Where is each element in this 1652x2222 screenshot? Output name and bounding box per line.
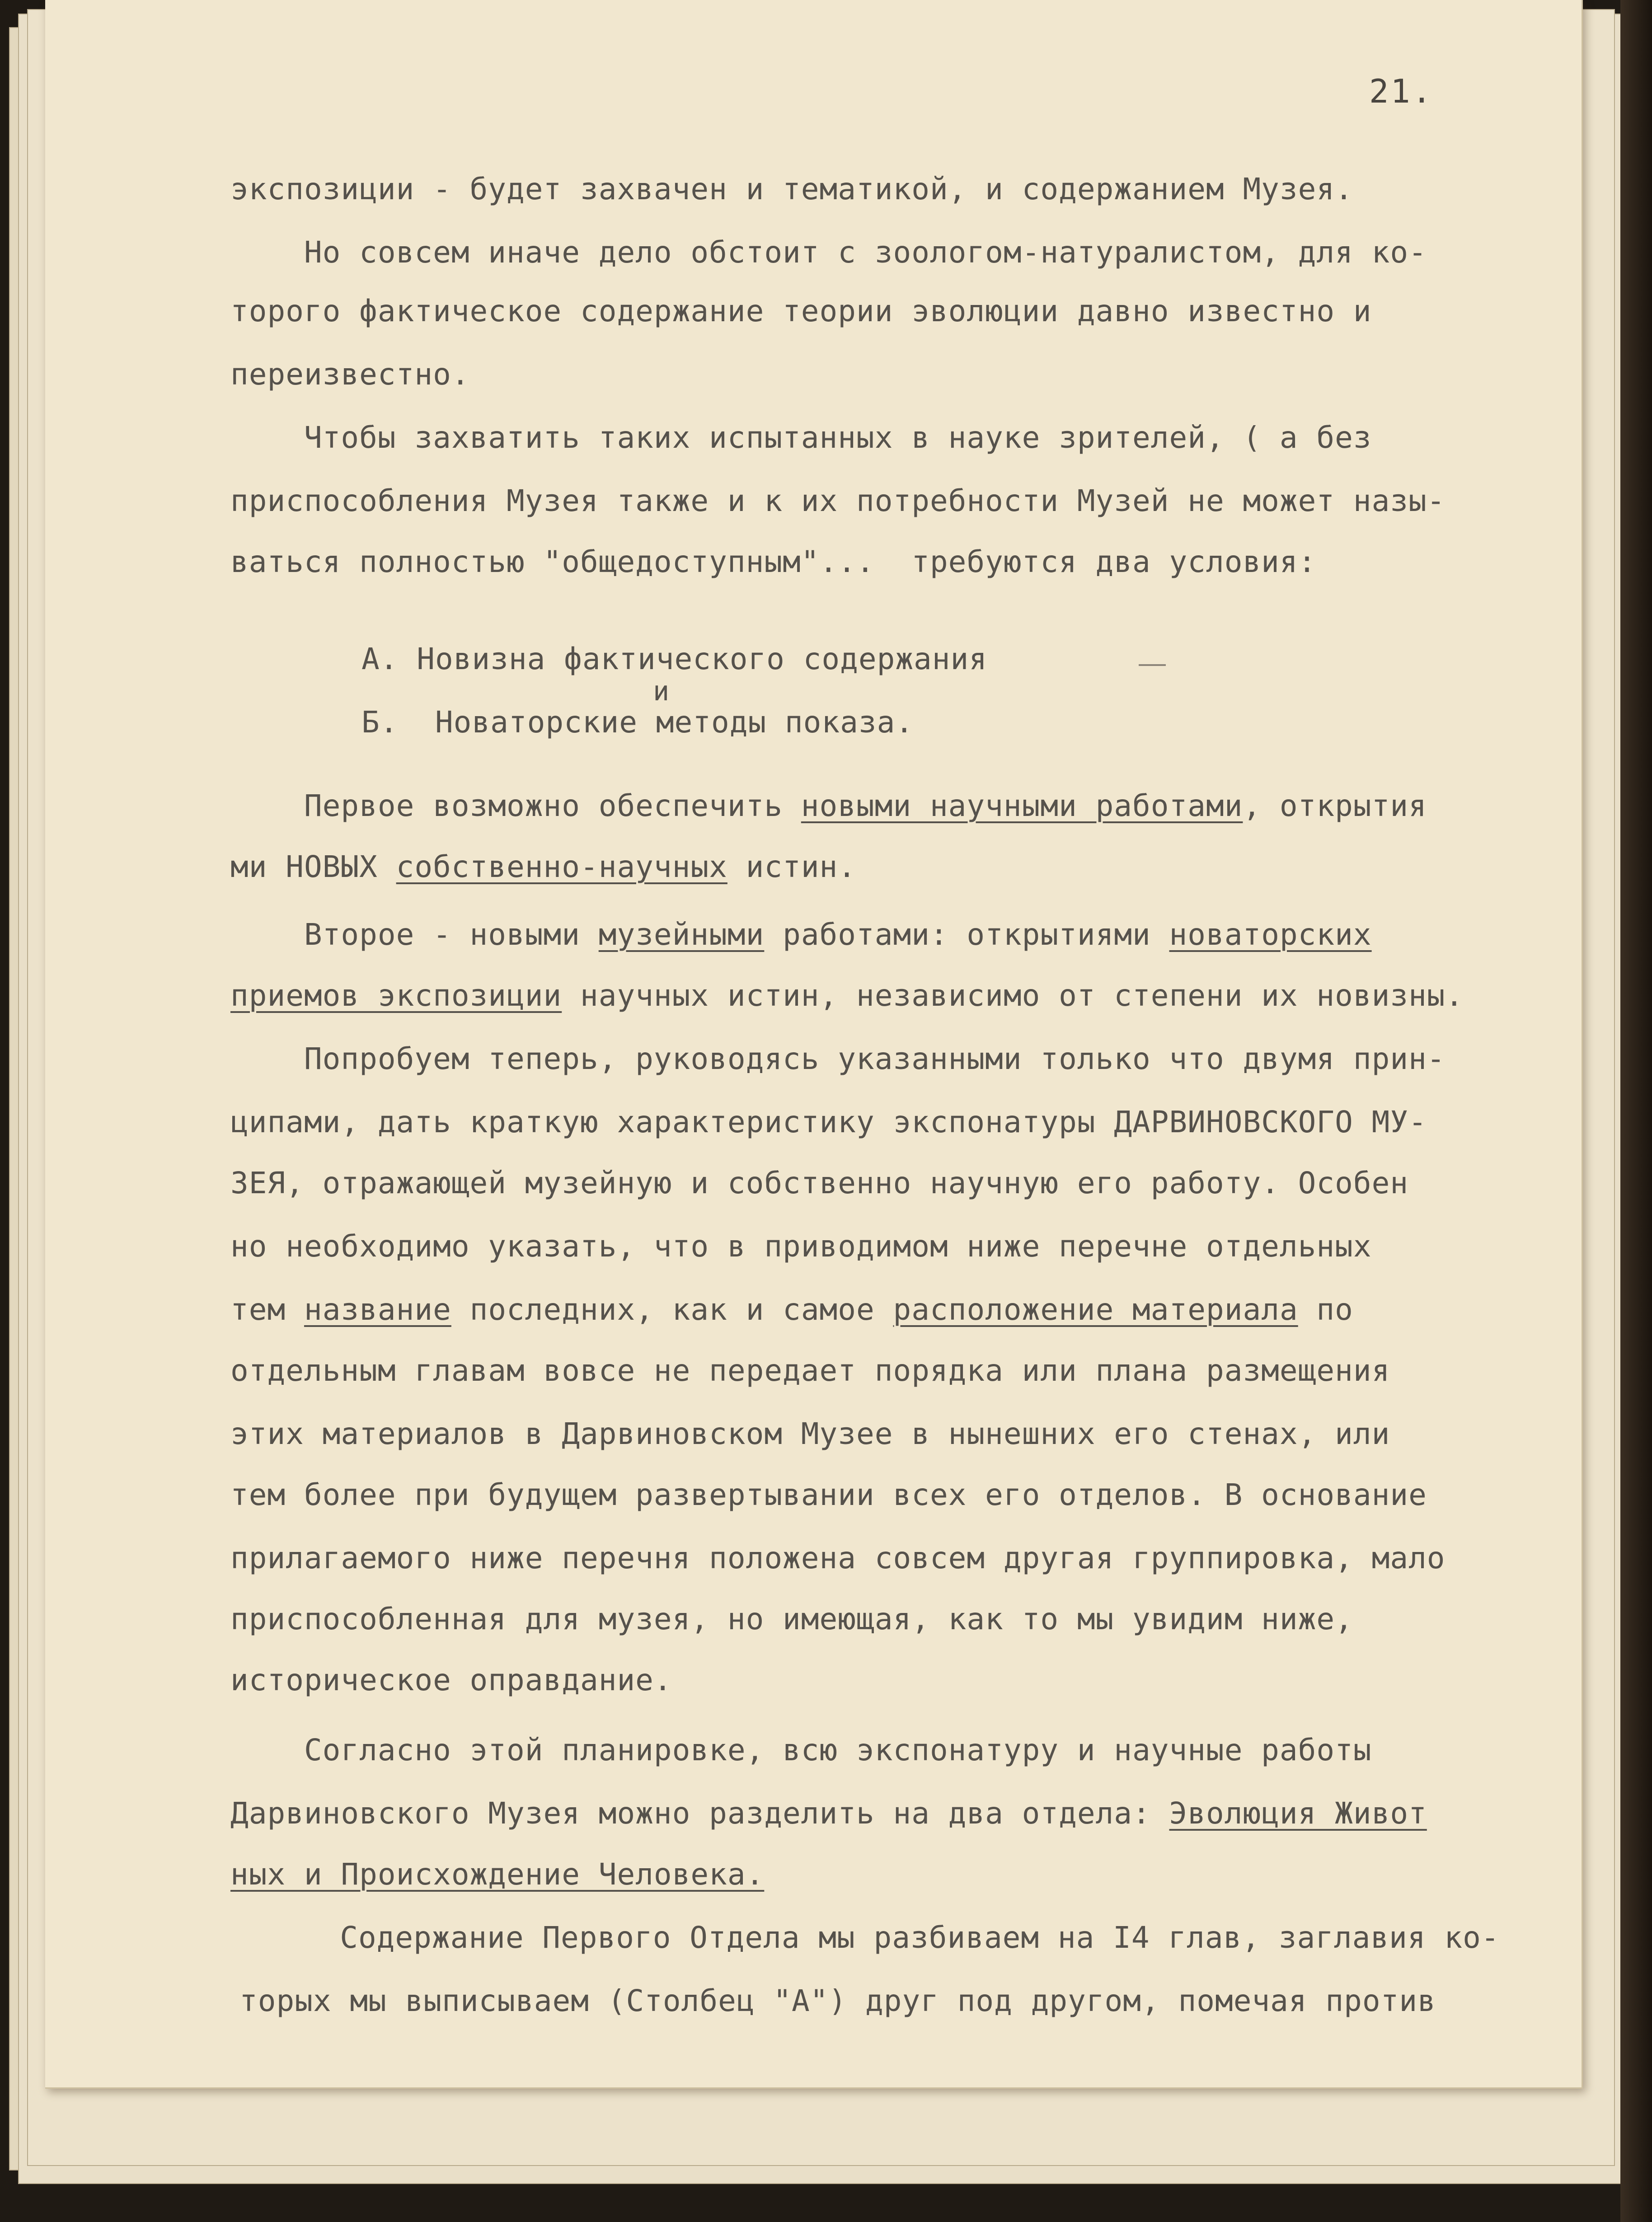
underlined-phrase: расположение материала [893,1292,1298,1327]
text-line [230,420,1586,455]
page-number: 21. [1369,72,1434,110]
text-line [230,483,1586,518]
text-segment: историческое оправдание. [230,1663,672,1697]
text-line [230,1292,1586,1327]
underlined-phrase: музейными [598,917,765,952]
text-segment: ваться полностью "общедоступным"... требуются два условия: [230,544,1317,579]
text-line [230,235,1586,270]
text-segment: ми НОВЫХ [230,849,396,884]
text-segment: научных истин, независимо от степени их новизны. [562,978,1464,1013]
text-segment: истин. [727,849,857,884]
text-segment: переизвестно. [230,357,470,392]
text-line [230,1857,1586,1892]
pencil-mark [1139,664,1166,666]
text-line [230,1663,1586,1697]
text-segment: торого фактическое содержание теории эволюции давно известно и [230,294,1372,328]
text-segment: по [1298,1292,1353,1327]
text-line [230,788,1586,823]
text-segment: этих материалов в Дарвиновском Музее в нынешних его стенах, или [230,1416,1390,1451]
text-line [230,357,1586,392]
text-segment: Содержание Первого Отдела мы разбиваем на I4 глав, заглавия ко- [285,1920,1500,1955]
underlined-phrase: новыми научными работами [801,788,1243,823]
text-line [230,1105,1586,1139]
text-segment: Согласно этой планировке, всю экспонатуру и научные работы [230,1733,1372,1767]
text-line [230,1229,1586,1264]
text-line [230,1041,1586,1076]
underlined-phrase: ных и Происхождение Человека. [230,1857,765,1892]
text-segment: Но совсем иначе дело обстоит с зоологом-натуралистом, для ко- [230,235,1427,270]
text-segment: прилагаемого ниже перечня положена совсем другая группировка, мало [230,1541,1446,1575]
text-segment: отдельным главам вовсе не передает порядка или плана размещения [230,1353,1390,1388]
text-line [230,1166,1586,1200]
text-segment: работами: открытиями [764,917,1169,952]
text-line [230,978,1586,1013]
text-segment: Второе - новыми [230,917,599,952]
text-segment: ципами, дать краткую характеристику экспонатуры ДАРВИНОВСКОГО МУ- [230,1105,1427,1139]
text-segment: Первое возможно обеспечить [230,788,801,823]
text-line [230,1477,1586,1512]
text-segment: торых мы выписываем (Столбец "А") друг под другом, помечая против [239,1983,1436,2018]
text-segment: приспособления Музея также и к их потребности Музей не может назы- [230,483,1446,518]
text-segment: Попробуем теперь, руководясь указанными только что двумя прин- [230,1041,1446,1076]
list-item-b: Б. Новаторские методы показа. [361,705,914,740]
text-segment: приспособленная для музея, но имеющая, как то мы увидим ниже, [230,1602,1353,1636]
underlined-phrase: приемов экспозиции [230,978,562,1013]
text-segment: Чтобы захватить таких испытанных в науке зрителей, ( а без [230,420,1372,455]
underlined-phrase: название [304,1292,451,1327]
text-segment: тем [230,1292,304,1327]
text-line [230,172,1586,206]
text-line [230,544,1586,579]
underlined-phrase: новаторских [1169,917,1372,952]
underlined-phrase: Эволюция Живот [1169,1796,1427,1831]
text-line [230,1541,1586,1575]
text-line [230,294,1586,328]
text-line [230,917,1586,952]
text-line [239,1983,1595,2018]
document-page [45,0,1583,2089]
text-segment: но необходимо указать, что в приводимом ниже перечне отдельных [230,1229,1372,1264]
list-item-a: А. Новизна фактического содержания [361,642,988,676]
text-line [230,849,1586,884]
text-segment: ЗЕЯ, отражающей музейную и собственно научную его работу. Особен [230,1166,1409,1200]
text-segment: , открытия [1243,788,1427,823]
text-line [230,1796,1586,1831]
text-segment: последних, как и самое [451,1292,893,1327]
text-segment: Дарвиновского Музея можно разделить на два отдела: [230,1796,1169,1831]
text-line [230,1733,1586,1767]
text-line [285,1920,1640,1955]
underlined-phrase: собственно-научных [396,849,727,884]
binding-edge [1620,0,1652,2222]
list-conjunction: и [653,675,670,707]
text-line [230,1602,1586,1636]
text-segment: экспозиции - будет захвачен и тематикой, и содержанием Музея. [230,172,1353,206]
text-line [230,1353,1586,1388]
text-line [230,1416,1586,1451]
text-segment: тем более при будущем развертывании всех его отделов. В основание [230,1477,1427,1512]
